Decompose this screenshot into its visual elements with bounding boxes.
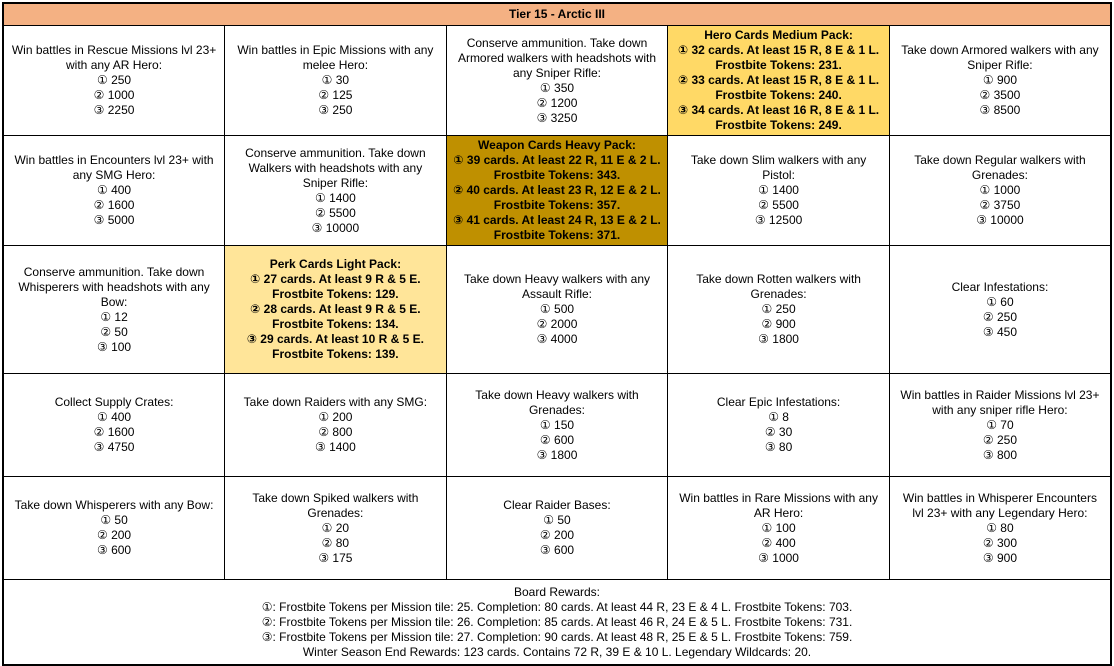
mission-tier-value: ① 400 [96, 410, 132, 424]
mission-tier-value: ③ 4000 [536, 332, 578, 346]
mission-tier-value: ① 20 [321, 520, 350, 535]
mission-tier-value: ③ 100 [96, 339, 132, 354]
mission-text: Take down Whisperers with any Bow: [14, 498, 214, 512]
mission-cell [668, 374, 890, 477]
mission-text: Clear Raider Bases: [503, 498, 611, 512]
pack-title: Perk Cards Light Pack: [269, 257, 402, 271]
mission-tier-value: ② 1600 [93, 198, 135, 212]
pack-entry-cards: ② 28 cards. At least 9 R & 5 E. [250, 302, 421, 316]
board-rewards-line: ①: Frostbite Tokens per Mission tile: 25. Completion: 80 cards. At least 44 R, 23 E & 4 L. Frostbite Tokens: 703. [261, 599, 853, 614]
mission-tier-value: ② 600 [539, 432, 575, 447]
mission-tier-value: ① 1400 [314, 190, 356, 205]
mission-tier-value: ② 50 [100, 324, 128, 339]
board-row [3, 374, 1111, 477]
mission-cell [3, 374, 225, 477]
pack-entry-cards: ① 32 cards. At least 15 R, 8 E & 1 L. [678, 43, 880, 57]
mission-cell [668, 136, 890, 246]
mission-tier-value: ① 60 [986, 294, 1014, 309]
pack-entry-cards: ① 39 cards. At least 22 R, 11 E & 2 L. [453, 153, 661, 167]
mission-cell [889, 136, 1111, 246]
board-row [3, 477, 1111, 580]
mission-text: Conserve ammunition. Take down Walkers with headshots with any Sniper Rifle: [245, 145, 426, 190]
board-rewards-line: ③: Frostbite Tokens per Mission tile: 27. Completion: 90 cards. At least 48 R, 25 E & 5 L. Frostbite Tokens: 759. [261, 629, 853, 644]
mission-tier-value: ③ 900 [982, 550, 1017, 565]
mission-tier-value: ② 1200 [536, 95, 578, 110]
mission-text: Clear Epic Infestations: [716, 395, 841, 409]
pack-entry-cards: ① 27 cards. At least 9 R & 5 E. [250, 272, 421, 286]
mission-tier-value: ① 30 [321, 73, 350, 87]
mission-tier-value: ① 250 [96, 73, 132, 87]
mission-tier-value: ② 250 [982, 309, 1017, 324]
mission-tier-value: ③ 175 [318, 550, 353, 565]
board-rewards-row [3, 580, 1111, 666]
board-row [3, 136, 1111, 246]
mission-tier-value: ③ 2250 [93, 103, 135, 117]
pack-entry-tokens: Frostbite Tokens: 343. [493, 168, 621, 182]
mission-tier-value: ① 1000 [979, 183, 1021, 197]
mission-tier-value: ① 1400 [758, 183, 799, 197]
mission-tier-value: ③ 10000 [976, 213, 1024, 227]
mission-cell [889, 477, 1111, 580]
mission-tier-value: ① 80 [986, 520, 1014, 535]
mission-text: Take down Raiders with any SMG: [243, 395, 428, 409]
mission-text: Conserve ammunition. Take down Armored walkers with headshots with any Sniper Rifle: [457, 35, 657, 80]
mission-tier-value: ② 80 [321, 535, 350, 550]
mission-tier-value: ② 2000 [536, 317, 578, 331]
mission-tier-value: ② 900 [761, 317, 796, 331]
pack-entry-cards: ③ 29 cards. At least 10 R & 5 E. [246, 332, 424, 346]
pack-entry-tokens: Frostbite Tokens: 371. [493, 228, 621, 242]
pack-entry-cards: ③ 34 cards. At least 16 R, 8 E & 1 L. [678, 103, 880, 117]
mission-text: Take down Slim walkers with any Pistol: [690, 153, 867, 182]
mission-cell [3, 477, 225, 580]
mission-tier-value: ② 5500 [314, 205, 356, 220]
mission-tier-value: ③ 250 [318, 103, 353, 117]
mission-tier-value: ② 3500 [979, 88, 1021, 102]
mission-tier-value: ① 8 [768, 410, 789, 424]
mission-tier-value: ② 300 [982, 535, 1017, 550]
mission-text: Win battles in Encounters lvl 23+ with any SMG Hero: [14, 153, 214, 182]
mission-tier-value: ③ 80 [764, 440, 793, 454]
mission-cell [889, 374, 1111, 477]
mission-tier-value: ① 150 [539, 417, 575, 432]
mission-tier-value: ③ 1800 [758, 332, 799, 346]
mission-tier-value: ③ 800 [982, 447, 1017, 462]
mission-cell [446, 477, 668, 580]
mission-tier-value: ① 50 [543, 513, 571, 527]
pack-entry-tokens: Frostbite Tokens: 357. [493, 198, 621, 212]
board-title: Tier 15 - Arctic III [3, 3, 1111, 26]
pack-entry-tokens: Frostbite Tokens: 134. [272, 317, 399, 331]
mission-tier-value: ③ 10000 [311, 220, 360, 235]
mission-tier-value: ① 12 [100, 309, 128, 324]
board-rewards-title: Board Rewards: [513, 584, 601, 599]
mission-text: Win battles in Whisperer Encounters lvl 23+ with any Legendary Hero: [902, 490, 1097, 520]
mission-tier-value: ② 250 [982, 432, 1017, 447]
mission-tier-value: ② 400 [761, 535, 796, 550]
pack-entry-cards: ② 40 cards. At least 23 R, 12 E & 2 L. [453, 183, 661, 197]
mission-tier-value: ② 200 [539, 528, 575, 542]
mission-text: Take down Regular walkers with Grenades: [914, 153, 1086, 182]
mission-text: Take down Rotten walkers with Grenades: [696, 272, 861, 301]
mission-tier-value: ② 3750 [979, 198, 1021, 212]
pack-entry-tokens: Frostbite Tokens: 231. [715, 58, 842, 72]
mission-text: Take down Spiked walkers with Grenades: [252, 490, 419, 520]
winter-season-rewards-line: Winter Season End Rewards: 123 cards. Contains 72 R, 39 E & 10 L. Legendary Wildcards: 20. [302, 644, 812, 659]
mission-tier-value: ③ 450 [982, 324, 1017, 339]
mission-cell [3, 136, 225, 246]
mission-tier-value: ① 900 [982, 73, 1017, 87]
mission-text: Win battles in Epic Missions with any melee Hero: [237, 43, 434, 72]
mission-tier-value: ③ 600 [96, 543, 132, 557]
mission-cell [225, 374, 447, 477]
mission-cell [889, 246, 1111, 374]
mission-tier-value: ③ 1400 [314, 440, 356, 454]
mission-cell [3, 246, 225, 374]
mission-tier-value: ③ 1800 [536, 447, 578, 462]
mission-cell [225, 477, 447, 580]
pack-cell-light [225, 246, 447, 374]
pack-entry-tokens: Frostbite Tokens: 240. [715, 88, 842, 102]
board-rewards-line: ②: Frostbite Tokens per Mission tile: 26. Completion: 85 cards. At least 46 R, 24 E & 5 L. Frostbite Tokens: 731. [261, 614, 853, 629]
mission-tier-value: ③ 5000 [93, 213, 135, 227]
mission-cell [446, 26, 668, 136]
pack-entry-cards: ② 33 cards. At least 15 R, 8 E & 1 L. [678, 73, 880, 87]
mission-tier-value: ① 500 [539, 302, 575, 316]
mission-text: Collect Supply Crates: [54, 395, 174, 409]
mission-tier-value: ③ 3250 [536, 110, 578, 125]
mission-text: Take down Heavy walkers with any Assault Rifle: [463, 272, 651, 301]
mission-text: Win battles in Raider Missions lvl 23+ with any sniper rifle Hero: [900, 387, 1100, 417]
mission-cell [889, 26, 1111, 136]
mission-cell [225, 26, 447, 136]
mission-cell [225, 136, 447, 246]
mission-text: Win battles in Rare Missions with any AR Hero: [679, 490, 878, 520]
mission-tier-value: ① 50 [100, 513, 128, 527]
mission-tier-value: ② 1000 [93, 88, 135, 102]
mission-cell [446, 374, 668, 477]
pack-entry-cards: ③ 41 cards. At least 24 R, 13 E & 2 L. [453, 213, 661, 227]
mission-text: Take down Armored walkers with any Sniper Rifle: [901, 43, 1099, 72]
mission-tier-value: ① 350 [539, 80, 575, 95]
mission-tier-value: ③ 1000 [758, 550, 799, 565]
mission-tier-value: ① 70 [986, 417, 1014, 432]
pack-entry-tokens: Frostbite Tokens: 249. [715, 118, 842, 132]
mission-tier-value: ① 100 [761, 520, 796, 535]
title-row [3, 3, 1111, 26]
mission-text: Conserve ammunition. Take down Whisperers with headshots with any Bow: [18, 264, 210, 309]
board-row [3, 246, 1111, 374]
mission-tier-value: ② 800 [318, 425, 353, 439]
board-row [3, 26, 1111, 136]
pack-cell-heavy [446, 136, 668, 246]
mission-tier-value: ① 200 [318, 410, 353, 424]
pack-cell-medium [668, 26, 890, 136]
mission-tier-value: ① 250 [761, 302, 796, 316]
mission-tier-value: ③ 8500 [979, 103, 1021, 117]
mission-tier-value: ② 5500 [758, 198, 799, 212]
pack-title: Hero Cards Medium Pack: [704, 28, 853, 42]
mission-tier-value: ③ 600 [539, 543, 575, 557]
mission-tier-value: ① 400 [96, 183, 132, 197]
mission-cell [3, 26, 225, 136]
pack-entry-tokens: Frostbite Tokens: 139. [272, 347, 399, 361]
mission-cell [668, 477, 890, 580]
mission-tier-value: ② 1600 [93, 425, 135, 439]
mission-tier-value: ② 200 [96, 528, 132, 542]
mission-cell [668, 246, 890, 374]
pack-entry-tokens: Frostbite Tokens: 129. [272, 287, 399, 301]
mission-tier-value: ③ 12500 [754, 213, 803, 227]
mission-text: Win battles in Rescue Missions lvl 23+ with any AR Hero: [11, 43, 217, 72]
season-board-table [2, 2, 1112, 666]
mission-text: Take down Heavy walkers with Grenades: [475, 387, 639, 417]
mission-cell [446, 246, 668, 374]
pack-title: Weapon Cards Heavy Pack: [478, 138, 636, 152]
mission-tier-value: ② 30 [764, 425, 793, 439]
mission-tier-value: ③ 4750 [93, 440, 135, 454]
mission-tier-value: ② 125 [318, 88, 353, 102]
board-rewards-cell [3, 580, 1111, 666]
mission-text: Clear Infestations: [951, 279, 1049, 294]
